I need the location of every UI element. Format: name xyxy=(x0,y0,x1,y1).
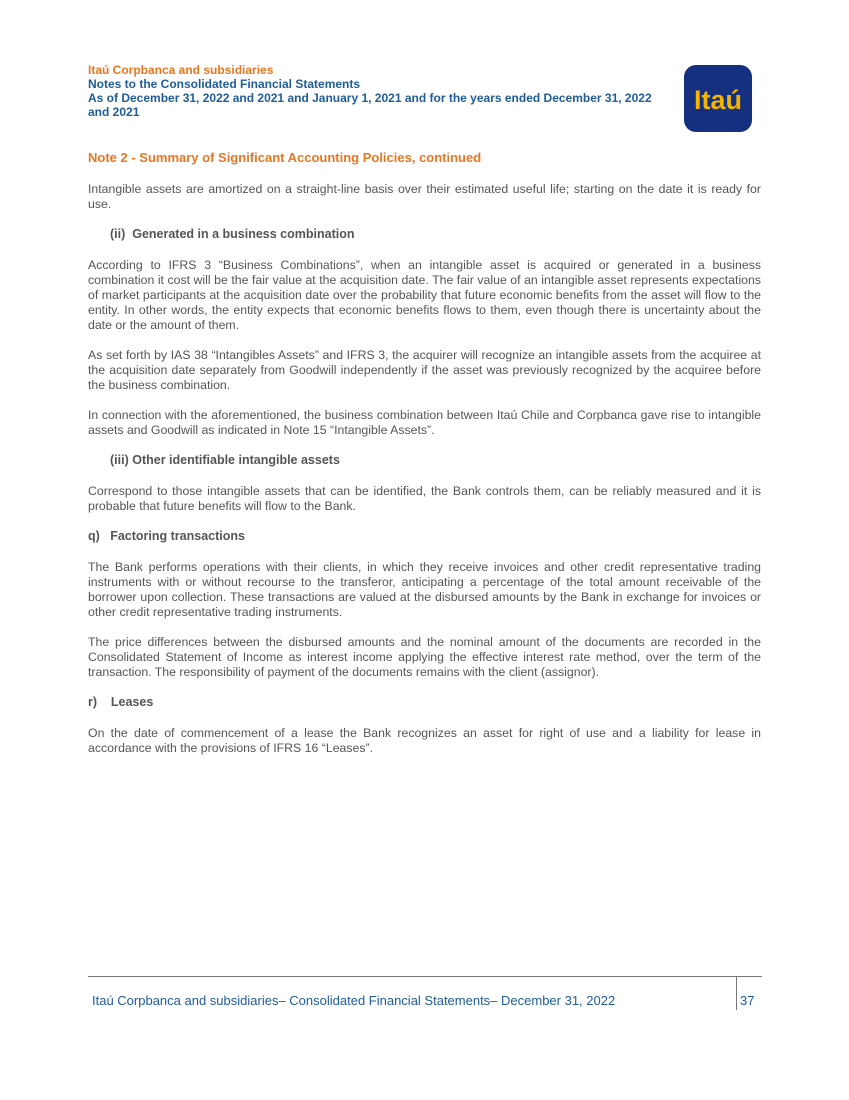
paragraph-correspond: Correspond to those intangible assets that can be identified, the Bank controls them, can be reliably measured and it is probable that future benefits will flow to the Bank. xyxy=(88,484,761,513)
footer-divider xyxy=(88,976,762,977)
paragraph-factoring-operations: The Bank performs operations with their clients, in which they receive invoices and other credit representative trading instruments with or without recourse to the transferor, anticipating a percentage of the total amount receivable of the borrower upon collection. These transactions are valued at the disbursed amounts by the Bank in exchange for invoices or other credit representative trading instruments. xyxy=(88,560,761,619)
document-body xyxy=(88,150,761,771)
paragraph-amortization: Intangible assets are amortized on a straight-line basis over their estimated useful life; starting on the date it is ready for use. xyxy=(88,182,761,211)
itau-logo xyxy=(684,65,752,132)
page-number: 37 xyxy=(740,993,755,1008)
footer-text: Itaú Corpbanca and subsidiaries– Consolidated Financial Statements– December 31, 2022 xyxy=(92,993,616,1008)
paragraph-ifrs3: According to IFRS 3 “Business Combinations”, when an intangible asset is acquired or generated in a business combination it cost will be the fair value at the acquisition date. The fair value of an intangible asset represents expectations of market participants at the acquisition date over the probability that future economic benefits from the asset will flow to the entity. In other words, the entity expects that economic benefits flows to them, even though there is uncertainty about the date or the amount of them. xyxy=(88,258,761,332)
subheading-business-combination: (ii) Generated in a business combination xyxy=(110,227,355,241)
subheading-leases: r) Leases xyxy=(88,695,154,709)
company-name: Itaú Corpbanca and subsidiaries xyxy=(88,63,274,77)
paragraph-ias38: As set forth by IAS 38 “Intangibles Assets” and IFRS 3, the acquirer will recognize an intangible assets from the acquiree at the acquisition date separately from Goodwill independently if the asset was previously recognized by the acquiree before the business combination. xyxy=(88,348,761,392)
footer-page-divider xyxy=(736,977,737,1010)
document-header xyxy=(88,63,688,119)
header-line-3: and 2021 xyxy=(88,105,140,119)
paragraph-leases: On the date of commencement of a lease the Bank recognizes an asset for right of use and a liability for lease in accordance with the provisions of IFRS 16 “Leases”. xyxy=(88,726,761,755)
subheading-other-intangibles: (iii) Other identifiable intangible assets xyxy=(110,453,340,467)
subheading-factoring: q) Factoring transactions xyxy=(88,529,245,543)
note-title: Note 2 - Summary of Significant Accounting Policies, continued xyxy=(88,150,482,165)
paragraph-aforementioned: In connection with the aforementioned, the business combination between Itaú Chile and Corpbanca gave rise to intangible assets and Goodwill as indicated in Note 15 “Intangible Assets”. xyxy=(88,408,761,437)
paragraph-price-differences: The price differences between the disbursed amounts and the nominal amount of the documents are recorded in the Consolidated Statement of Income as interest income applying the effective interest rate method, over the term of the transaction. The responsibility of payment of the documents remains with the client (assignor). xyxy=(88,635,761,679)
header-line-2: As of December 31, 2022 and 2021 and January 1, 2021 and for the years ended December 31, 2022 xyxy=(88,91,652,105)
logo-text: Itaú xyxy=(693,84,743,115)
header-line-1: Notes to the Consolidated Financial Statements xyxy=(88,77,361,91)
itau-logo-wordmark xyxy=(686,79,750,119)
